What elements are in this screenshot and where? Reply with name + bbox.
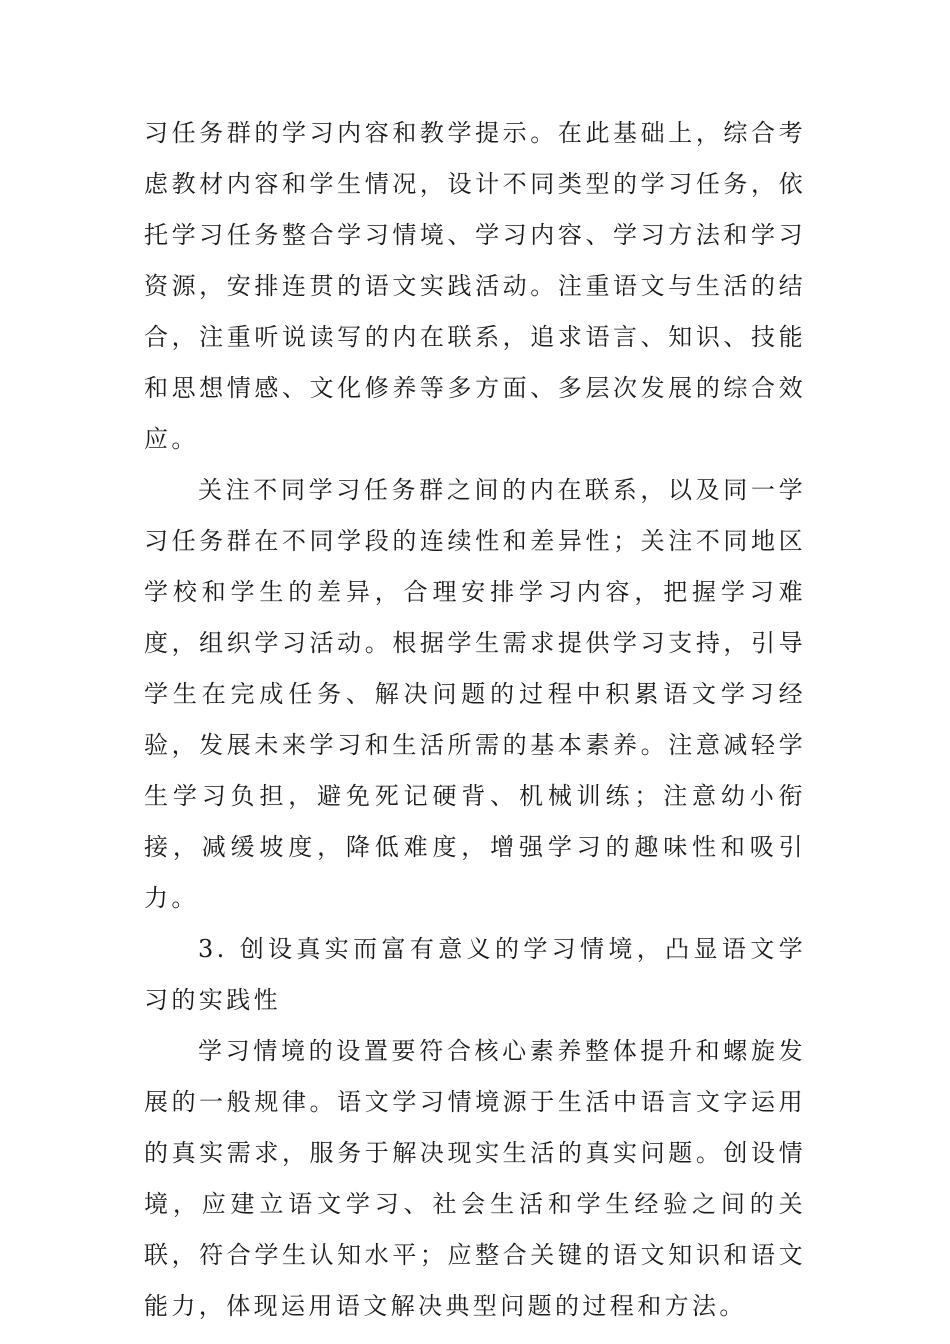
paragraph-learning-context: 学习情境的设置要符合核心素养整体提升和螺旋发展的一般规律。语文学习情境源于生活中语言文字运用的真实需求，服务于解决现实生活的真实问题。创设情境，应建立语文学习、社会生活和学生经验之间的关联，符合学生认知水平；应整合关键的语文知识和语文能力，体现运用语文解决典型问题的过程和方法。 <box>144 1037 806 1320</box>
section-heading-learning-context: 3. 创设真实而富有意义的学习情境，凸显语文学习的实践性 <box>144 935 806 1014</box>
paragraph-continuation: 习任务群的学习内容和教学提示。在此基础上，综合考虑教材内容和学生情况，设计不同类型的学习任务，依托学习任务整合学习情境、学习内容、学习方法和学习资源，安排连贯的语文实践活动。注重语文与生活的结合，注重听说读写的内在联系，追求语言、知识、技能和思想情感、文化修养等多方面、多层次发展的综合效应。 <box>144 119 806 453</box>
paragraph-task-group-relations: 关注不同学习任务群之间的内在联系，以及同一学习任务群在不同学段的连续性和差异性；关注不同地区学校和学生的差异，合理安排学习内容，把握学习难度，组织学习活动。根据学生需求提供学习支持，引导学生在完成任务、解决问题的过程中积累语文学习经验，发展未来学习和生活所需的基本素养。注意减轻学生学习负担，避免死记硬背、机械训练；注意幼小衔接，减缓坡度，降低难度，增强学习的趣味性和吸引力。 <box>144 476 806 912</box>
document-body <box>144 108 806 1332</box>
